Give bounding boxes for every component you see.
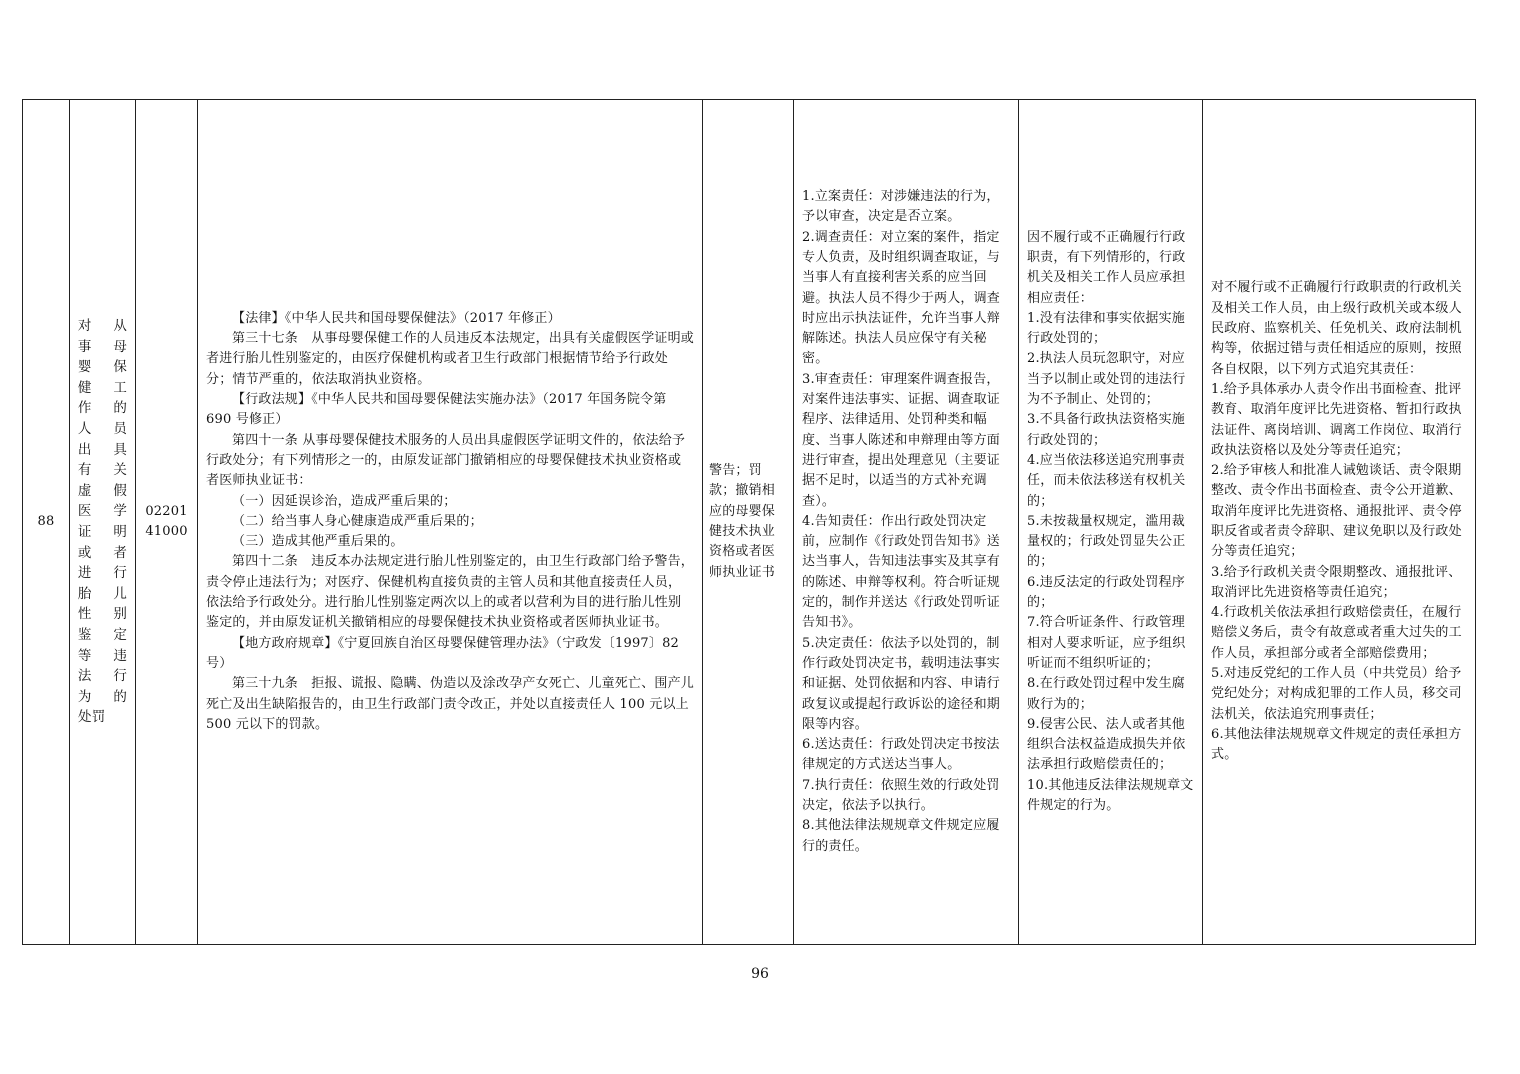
responsibility-item: 4.告知责任：作出行政处罚决定前，应制作《行政处罚告知书》送达当事人，告知违法事实及其享有的陈述、申辩等权利。符合听证规定的，制作并送达《行政处罚听证告知书》。 (802, 513, 1001, 631)
item-name-cell (70, 100, 136, 945)
accountability-item: 6.违反法定的行政处罚程序的； (1027, 574, 1186, 611)
item-name-char: 为 (77, 688, 92, 705)
legal-basis-paragraph: 【法律】《中华人民共和国母婴保健法》（2017 年修正） (232, 310, 561, 326)
accountability-item: 8.在行政处罚过程中发生腐败行为的； (1027, 676, 1186, 712)
penalty-type: 警告；罚款；撤销相应的母婴保健技术执业资格或者医师执业证书 (709, 463, 776, 580)
responsibility-item: 5.决定责任：依法予以处罚的，制作行政处罚决定书，载明违法事实和证据、处罚依据和内容、申请行政复议或提起行政诉讼的途径和期限等内容。 (802, 635, 1001, 732)
item-number: 88 (37, 513, 55, 529)
legal-basis-cell (198, 100, 703, 945)
item-name-char: 等 (77, 647, 92, 664)
page-number: 96 (751, 966, 769, 982)
item-name-char: 婴 (77, 359, 92, 376)
legal-basis-paragraph: 第四十一条 从事母婴保健技术服务的人员出具虚假医学证明文件的，依法给予行政处分；有下列情形之一的，由原发证部门撤销相应的母婴保健技术执业资格或者医师执业证书： (206, 432, 686, 489)
item-name (76, 316, 129, 728)
item-name-char: 性 (77, 606, 92, 623)
item-name-char: 法 (77, 668, 92, 685)
item-name-char: 胎 (77, 585, 92, 602)
method-item: 2.给予审核人和批准人诫勉谈话、责令限期整改、责令作出书面检查、责令公开道歉、取消年度评比先进资格、通报批评、责令停职反省或者责令辞职、建议免职以及行政处分等责任追究； (1211, 463, 1462, 560)
accountability-cell (1019, 100, 1203, 945)
legal-basis-text (206, 309, 694, 735)
item-name-char: 别 (113, 606, 128, 623)
table-row (23, 100, 1476, 945)
item-name-char: 违 (113, 647, 128, 664)
item-name-char: 员 (113, 421, 128, 438)
method-item: 6.其他法律法规规章文件规定的责任承担方式。 (1211, 726, 1462, 763)
legal-basis-paragraph: （三）造成其他严重后果的。 (232, 534, 404, 550)
item-name-char: 行 (113, 668, 128, 685)
item-name-char: 具 (113, 441, 128, 458)
legal-basis-paragraph: 第四十二条 违反本办法规定进行胎儿性别鉴定的，由卫生行政部门给予警告，责令停止违法行为；对医疗、保健机构直接负责的主管人员和其他直接责任人员，依法给予行政处分。进行胎儿性别鉴定两次以上的或者以营利为目的进行胎儿性别鉴定的，并由原发证机关撤销相应的母婴保健技术执业资格或者医师执业证书。 (206, 554, 695, 631)
accountability-item: 4.应当依法移送追究刑事责任，而未依法移送有权机关的； (1027, 452, 1186, 509)
item-code-line1: 02201 (145, 504, 188, 519)
item-name-char: 关 (113, 462, 128, 479)
accountability-item: 5.未按裁量权规定，滥用裁量权的；行政处罚显失公正的； (1027, 513, 1186, 570)
item-number-cell (23, 100, 70, 945)
item-name-char: 证 (77, 524, 92, 540)
legal-basis-paragraph: 【行政法规】《中华人民共和国母婴保健法实施办法》（2017 年国务院令第 690 号修正） (206, 392, 667, 428)
responsibility-cell (794, 100, 1019, 945)
item-name-char: 出 (77, 441, 92, 458)
accountability-item: 7.符合听证条件、行政管理相对人要求听证，应予组织听证而不组织听证的； (1027, 615, 1186, 671)
item-name-char: 医 (77, 503, 92, 520)
method-item: 3.给予行政机关责令限期整改、通报批评、取消评比先进资格等责任追究； (1211, 564, 1462, 600)
method-item: 1.给予具体承办人责令作出书面检查、批评教育、取消年度评比先进资格、暂扣行政执法证件、离岗培训、调离工作岗位、取消行政执法资格以及处分等责任追究； (1211, 381, 1462, 458)
legal-basis-paragraph: （一）因延误诊治，造成严重后果的； (232, 493, 457, 509)
accountability-item: 10.其他违反法律法规规章文件规定的行为。 (1027, 777, 1194, 813)
responsibility-item: 8.其他法律法规规章文件规定应履行的责任。 (802, 818, 1000, 854)
item-name-char: 或 (77, 544, 92, 561)
method-list (1211, 380, 1467, 766)
responsibility-item: 3.审查责任：审理案件调查报告，对案件违法事实、证据、调查取证程序、法律适用、处罚种类和幅度、当事人陈述和申辩理由等方面进行审查，提出处理意见（主要证据不足时，以适当的方式补充调查）。 (802, 371, 1001, 509)
item-name-char: 对 (77, 318, 92, 335)
item-name-char: 的 (113, 688, 128, 705)
responsibility-item: 7.执行责任：依照生效的行政处罚决定，依法予以执行。 (802, 777, 1000, 813)
item-name-char: 者 (113, 544, 128, 561)
item-name-char: 行 (113, 565, 128, 582)
method-intro: 对不履行或不正确履行行政职责的行政机关及相关工作人员，由上级行政机关或本级人民政府、监察机关、任免机关、政府法制机构等，依据过错与责任相适应的原则，按照各自权限，以下列方式追究其责任： (1211, 280, 1462, 377)
responsibility-list (802, 187, 1012, 857)
item-name-char: 保 (113, 359, 128, 376)
item-name-char: 母 (113, 338, 128, 355)
method-item: 4.行政机关依法承担行政赔偿责任，在履行赔偿义务后，责令有故意或者重大过失的工作人员，承担部分或者全部赔偿费用； (1211, 605, 1462, 661)
item-name-char: 鉴 (77, 626, 92, 643)
item-name-char: 作 (77, 400, 92, 417)
item-name-char: 事 (77, 338, 92, 355)
legal-basis-paragraph: 第三十九条 拒报、谎报、隐瞒、伪造以及涂改孕产女死亡、儿童死亡、围产儿死亡及出生缺陷报告的，由卫生行政部门责令改正，并处以直接责任人 100 元以上 500 元以下的罚款。 (206, 676, 695, 732)
responsibility-item: 6.送达责任：行政处罚决定书按法律规定的方式送达当事人。 (802, 737, 1000, 773)
legal-basis-paragraph: 第三十七条 从事母婴保健工作的人员违反本法规定，出具有关虚假医学证明或者进行胎儿性别鉴定的，由医疗保健机构或者卫生行政部门根据情节给予行政处分；情节严重的，依法取消执业资格。 (206, 331, 695, 387)
accountability-method-cell (1203, 100, 1476, 945)
accountability-list (1027, 309, 1194, 816)
legal-basis-paragraph: （二）给当事人身心健康造成严重后果的； (232, 513, 483, 529)
item-name-char: 学 (113, 503, 128, 520)
item-name-char: 的 (113, 400, 128, 417)
item-name-char: 假 (113, 482, 128, 499)
item-name-char: 有 (77, 462, 92, 479)
accountability-item: 1.没有法律和事实依据实施行政处罚的； (1027, 310, 1186, 347)
legal-basis-paragraph: 【地方政府规章】《宁夏回族自治区母婴保健管理办法》（宁政发〔1997〕82 号） (206, 635, 680, 671)
responsibility-item: 2.调查责任：对立案的案件，指定专人负责，及时组织调查取证，与当事人有直接利害关系的应当回避。执法人员不得少于两人，调查时应出示执法证件，允许当事人辩解陈述。执法人员应保守有关秘密。 (802, 229, 1001, 367)
item-name-char: 从 (113, 318, 128, 335)
item-name-char: 工 (113, 379, 128, 396)
item-code-cell (136, 100, 198, 945)
penalty-type-cell (703, 100, 794, 945)
item-name-char: 健 (77, 379, 92, 396)
power-list-table (22, 99, 1476, 945)
item-name-char: 进 (77, 565, 92, 582)
item-name-char: 定 (113, 626, 128, 643)
item-name-char: 儿 (113, 585, 128, 602)
item-name-char: 明 (113, 524, 128, 540)
accountability-item: 3.不具备行政执法资格实施行政处罚的； (1027, 412, 1186, 448)
item-name-char: 虚 (77, 482, 92, 499)
method-item: 5.对违反党纪的工作人员（中共党员）给予党纪处分；对构成犯罪的工作人员，移交司法机关，依法追究刑事责任； (1211, 666, 1462, 722)
accountability-item: 9.侵害公民、法人或者其他组织合法权益造成损失并依法承担行政赔偿责任的； (1027, 716, 1186, 773)
item-name-char: 人 (77, 421, 92, 438)
accountability-item: 2.执法人员玩忽职守，对应当予以制止或处罚的违法行为不予制止、处罚的； (1027, 351, 1186, 408)
accountability-intro: 因不履行或不正确履行行政职责，有下列情形的，行政机关及相关工作人员应承担相应责任： (1027, 229, 1186, 306)
responsibility-item: 1.立案责任：对涉嫌违法的行为，予以审查，决定是否立案。 (802, 189, 1000, 225)
item-name-tail: 处罚 (78, 709, 106, 726)
item-code-line2: 41000 (145, 524, 188, 539)
